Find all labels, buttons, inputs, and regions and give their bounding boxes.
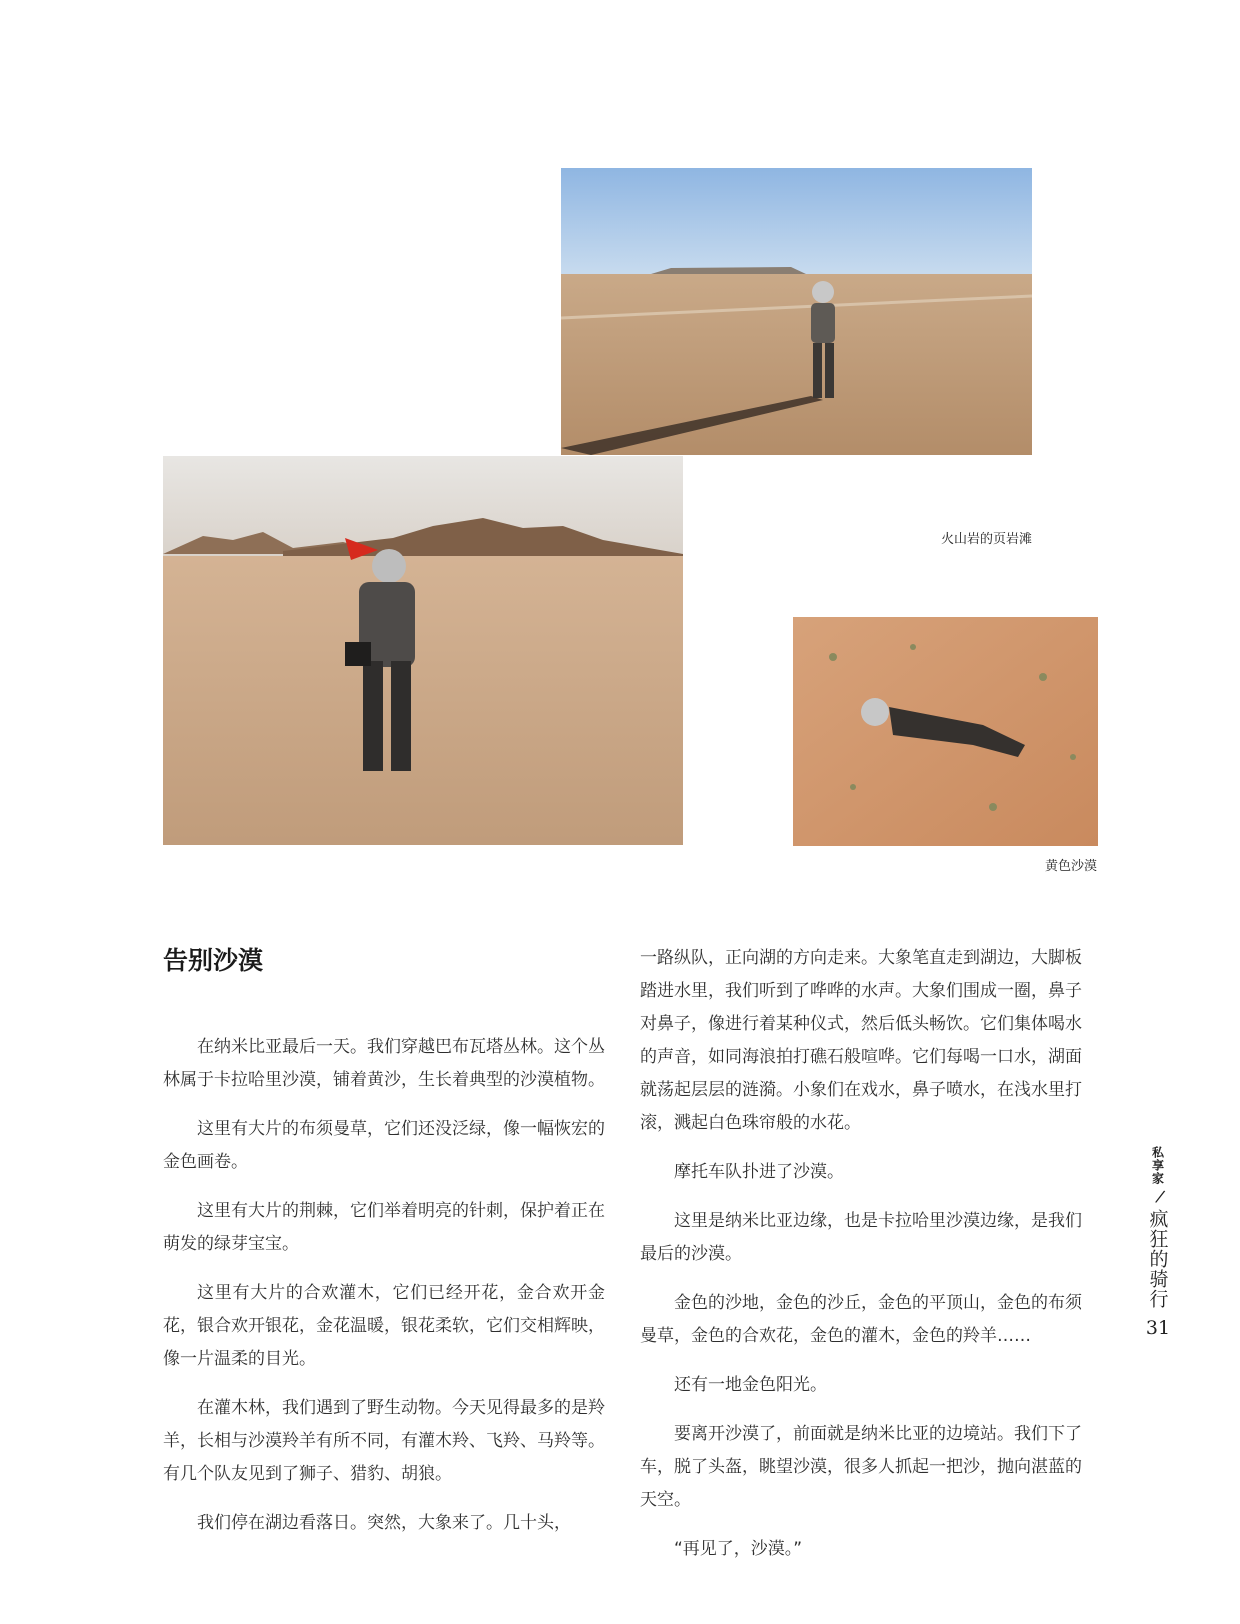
caption-shale-flat: 火山岩的页岩滩: [940, 532, 1032, 547]
photo-yellow-desert: [793, 617, 1098, 846]
paragraph: 在灌木林，我们遇到了野生动物。今天见得最多的是羚羊，长相与沙漠羚羊有所不同，有灌木羚、飞羚、马羚等。有几个队友见到了狮子、猎豹、胡狼。: [163, 1398, 605, 1484]
folio-series: 私享家: [1150, 1146, 1165, 1185]
article-title: 告别沙漠: [163, 946, 264, 975]
photo-rider-with-flag: [163, 456, 683, 845]
paragraph-continuation: 一路纵队，正向湖的方向走来。大象笔直走到湖边，大脚板踏进水里，我们听到了哗哗的水声。大象们围成一圈，鼻子对鼻子，像进行着某种仪式，然后低头畅饮。它们集体喝水的声音，如同海浪拍打礁石般喧哗。它们每喝一口水，湖面就荡起层层的涟漪。小象们在戏水，鼻子喷水，在浅水里打滚，溅起白色珠帘般的水花。: [640, 948, 1082, 1133]
paragraph: 这里是纳米比亚边缘，也是卡拉哈里沙漠边缘，是我们最后的沙漠。: [640, 1211, 1082, 1264]
page-number: 31: [1145, 1317, 1171, 1339]
paragraph: 我们停在湖边看落日。突然，大象来了。几十头，: [197, 1513, 571, 1533]
paragraph: 这里有大片的布须曼草，它们还没泛绿，像一幅恢宏的金色画卷。: [163, 1119, 605, 1172]
paragraph: 这里有大片的荆棘，它们举着明亮的针刺，保护着正在萌发的绿芽宝宝。: [163, 1201, 605, 1254]
paragraph: 这里有大片的合欢灌木，它们已经开花，金合欢开金花，银合欢开银花，金花温暖，银花柔软，它们交相辉映，像一片温柔的目光。: [163, 1283, 605, 1369]
paragraph: 金色的沙地，金色的沙丘，金色的平顶山，金色的布须曼草，金色的合欢花，金色的灌木，金色的羚羊……: [640, 1293, 1082, 1346]
article-left-column: [163, 1031, 605, 1556]
paragraph: 要离开沙漠了，前面就是纳米比亚的边境站。我们下了车，脱了头盔，眺望沙漠，很多人抓起一把沙，抛向湛蓝的天空。: [640, 1424, 1082, 1510]
photo-shale-flat: [561, 168, 1032, 455]
paragraph: “再见了，沙漠。”: [674, 1539, 803, 1559]
caption-yellow-desert: 黄色沙漠: [1044, 859, 1097, 874]
folio: [1140, 1146, 1176, 1339]
paragraph: 在纳米比亚最后一天。我们穿越巴布瓦塔丛林。这个丛林属于卡拉哈里沙漠，铺着黄沙，生长着典型的沙漠植物。: [163, 1037, 605, 1090]
article-right-column: [640, 942, 1082, 1582]
photo-yellow-desert-image: [793, 617, 1098, 846]
paragraph: 还有一地金色阳光。: [674, 1375, 827, 1395]
paragraph: 摩托车队扑进了沙漠。: [674, 1162, 844, 1182]
photo-shale-flat-image: [561, 168, 1032, 455]
folio-separator: /: [1153, 1186, 1167, 1208]
folio-column-name: 疯狂的骑行: [1146, 1209, 1169, 1309]
photo-rider-with-flag-image: [163, 456, 683, 845]
